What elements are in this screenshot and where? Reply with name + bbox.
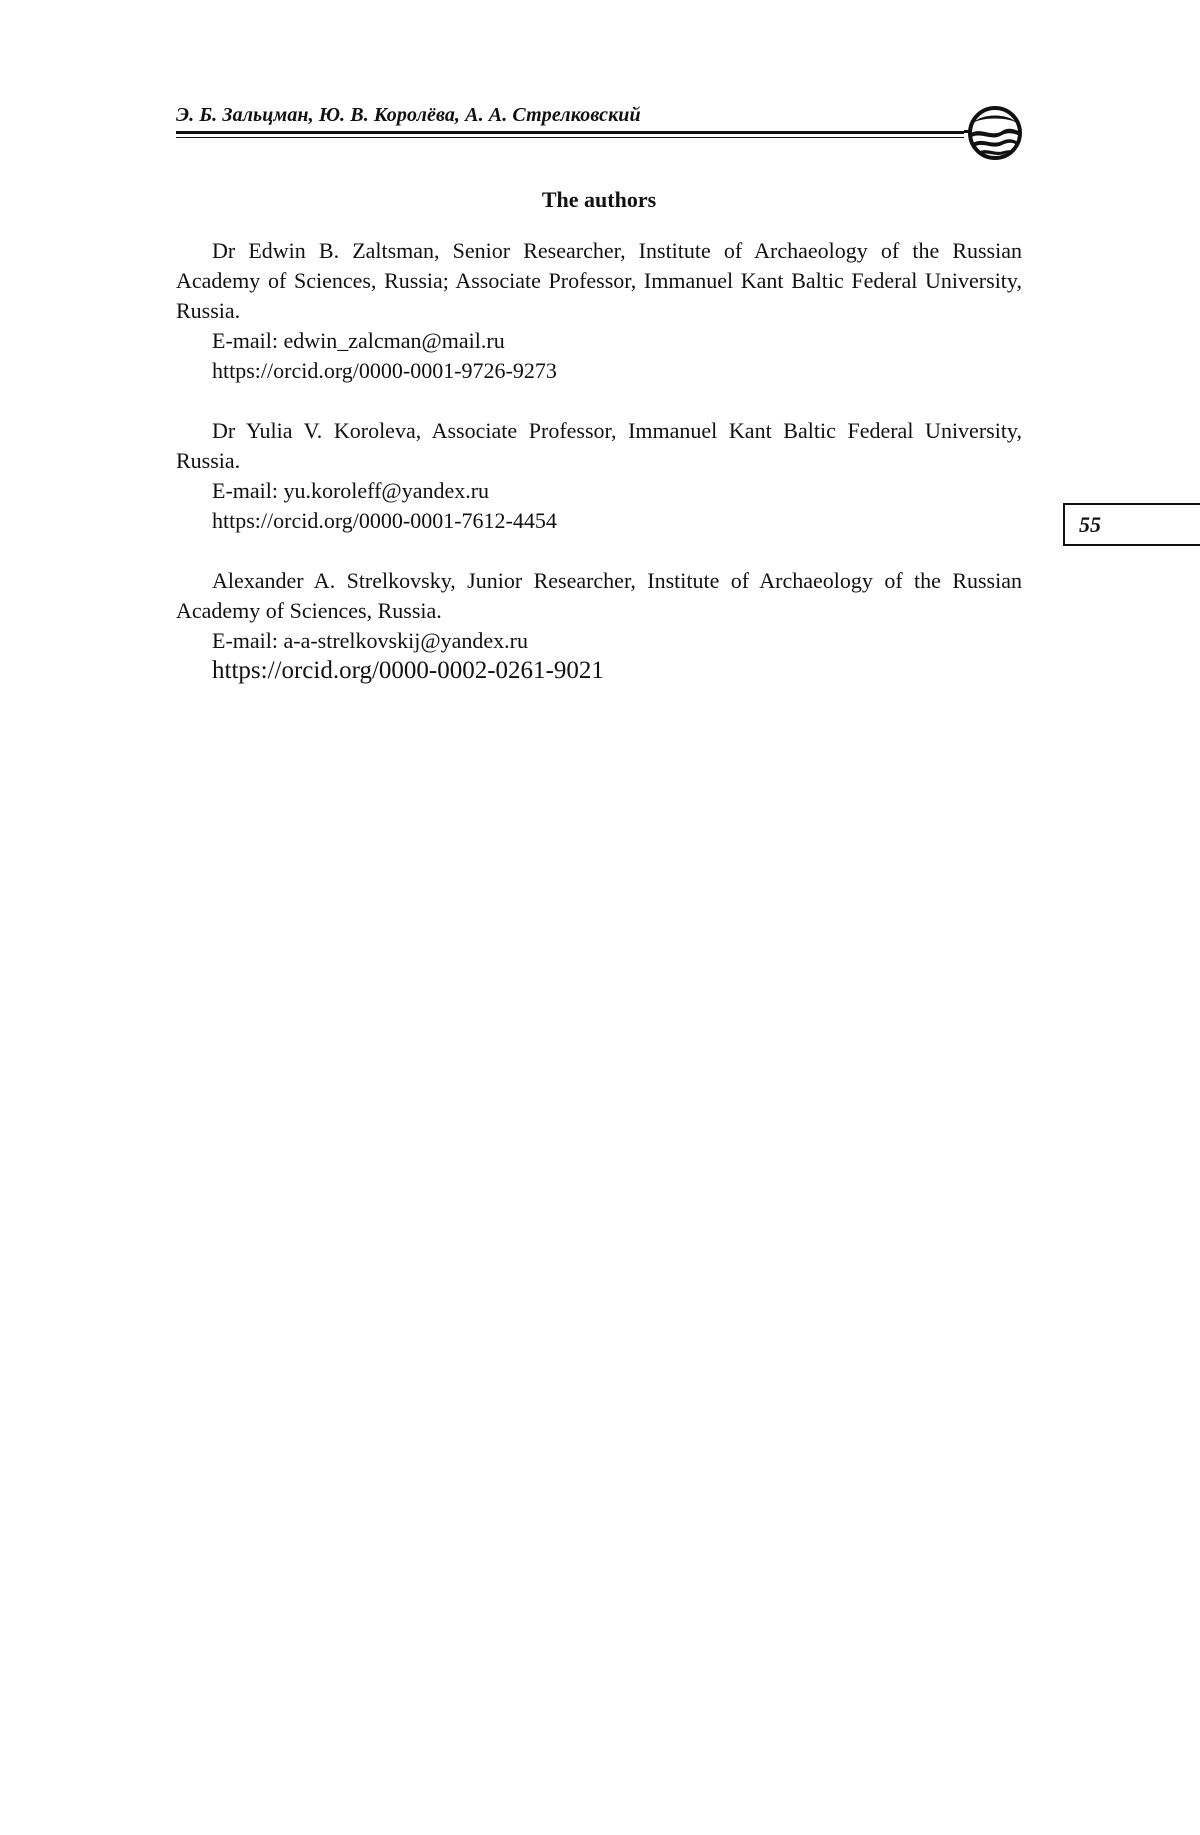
section-title: The authors [541,187,657,212]
author-orcid-link[interactable]: https://orcid.org/0000-0002-0261-9021 [212,657,604,684]
author-orcid-link[interactable]: https://orcid.org/0000-0001-9726-9273 [212,358,557,383]
author-description: Alexander A. Strelkovsky, Junior Researcher, Institute of Archaeology of the Russian Academy of Sciences, Russia. [176,568,1022,623]
author-entry [176,236,1022,386]
author-entry [176,566,1022,686]
author-email: E-mail: yu.koroleff@yandex.ru [212,478,490,503]
author-description: Dr Edwin B. Zaltsman, Senior Researcher, Institute of Archaeology of the Russian Academy of Sciences, Russia; Associate Professor, Immanuel Kant Baltic Federal University, Russia. [176,238,1022,323]
journal-logo-icon [964,104,1026,162]
authors-list [176,236,1022,716]
author-email: E-mail: a-a-strelkovskij@yandex.ru [212,628,528,653]
author-orcid-link[interactable]: https://orcid.org/0000-0001-7612-4454 [212,508,557,533]
header-rule-thin [176,137,964,138]
author-entry [176,416,1022,536]
author-description: Dr Yulia V. Koroleva, Associate Professor, Immanuel Kant Baltic Federal University, Russia. [176,418,1022,473]
header-rule-thick [176,131,964,134]
running-header-title: Э. Б. Зальцман, Ю. В. Королёва, А. А. Стрелковский [176,104,641,126]
author-email: E-mail: edwin_zalcman@mail.ru [212,328,505,353]
page-number: 55 [1063,503,1200,546]
